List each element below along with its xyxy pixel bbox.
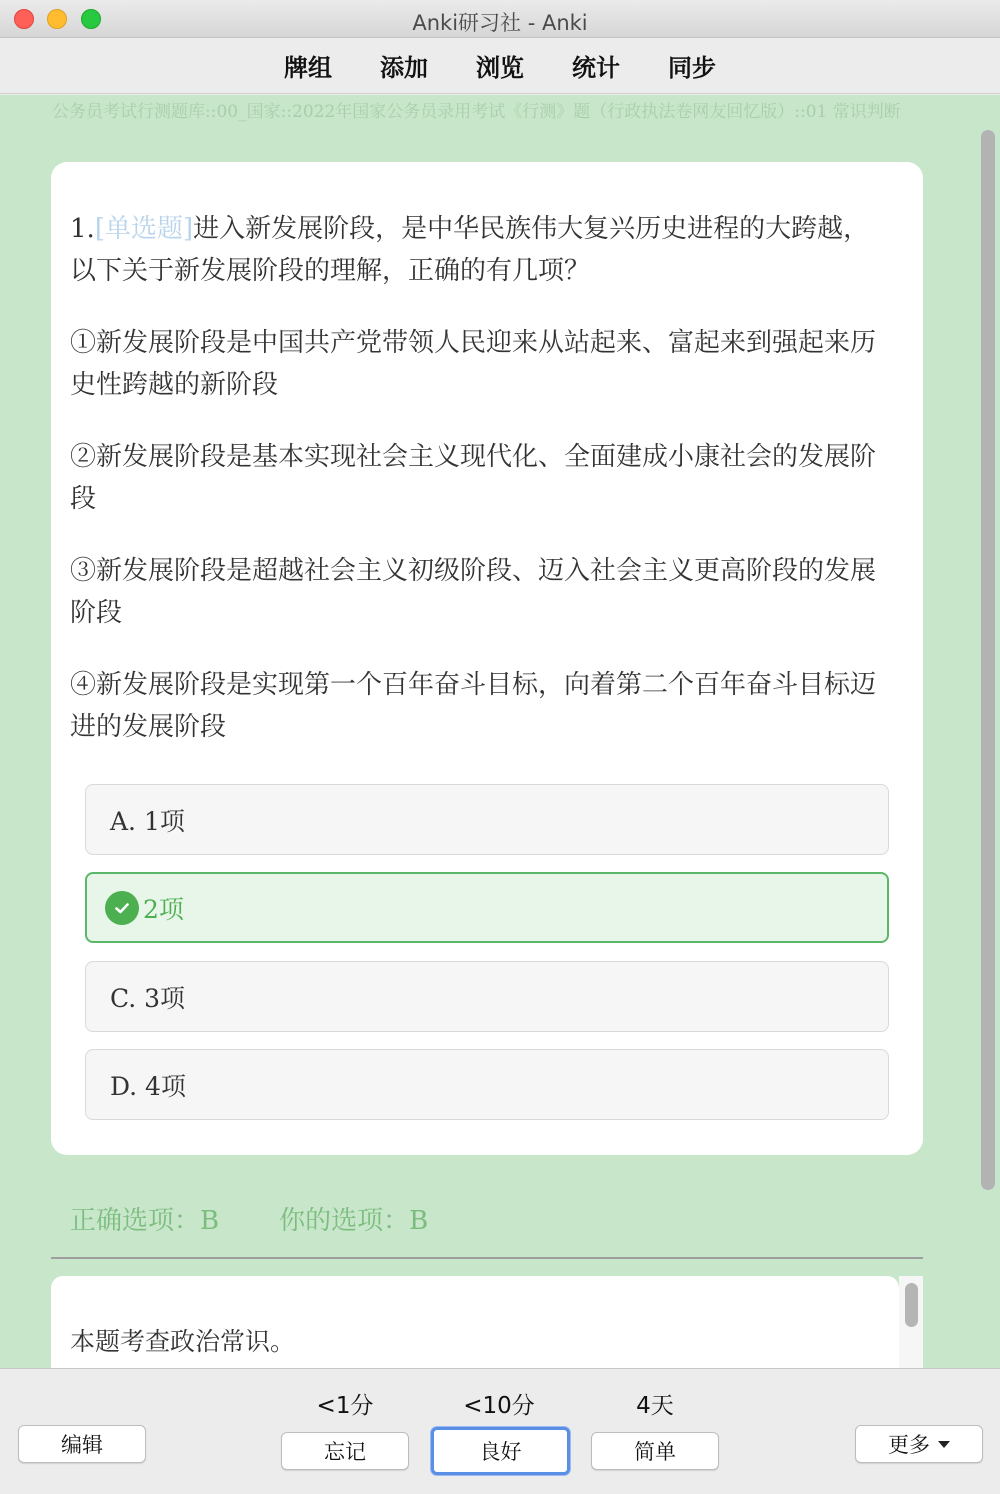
review-scroll-thumb[interactable]: [981, 130, 995, 1190]
toolbar-stats[interactable]: 统计: [572, 54, 620, 82]
your-answer: 你的选项：B: [279, 1206, 429, 1236]
statement-2: ②新发展阶段是基本实现社会主义现代化、全面建成小康社会的发展阶段: [70, 442, 877, 514]
easy-button[interactable]: [591, 1432, 719, 1470]
question-card: [51, 162, 923, 1155]
explanation-panel: [51, 1276, 899, 1368]
toolbar-browse[interactable]: 浏览: [476, 54, 524, 82]
statement-1: ①新发展阶段是中国共产党带领人民迎来从站起来、富起来到强起来历史性跨越的新阶段: [70, 328, 877, 400]
easy-button-label: 简单: [634, 1440, 676, 1464]
good-button-label: 良好: [479, 1440, 522, 1464]
option-a-label: A. 1项: [110, 806, 185, 836]
question-type-tag: [单选题]: [94, 214, 194, 244]
answer-result: [70, 1200, 428, 1237]
toolbar-decks[interactable]: 牌组: [284, 54, 332, 82]
window-title: Anki研习社 - Anki: [412, 11, 588, 35]
option-d-label: D. 4项: [110, 1071, 186, 1101]
question-text: [70, 208, 890, 292]
option-b-label: 2项: [143, 894, 184, 924]
statement-3: ③新发展阶段是超越社会主义初级阶段、迈入社会主义更高阶段的发展阶段: [70, 556, 877, 628]
explanation-text: 本题考查政治常识。: [70, 1327, 296, 1356]
statement-4: ④新发展阶段是实现第一个百年奋斗目标，向着第二个百年奋斗目标迈进的发展阶段: [70, 670, 877, 742]
option-c-label: C. 3项: [110, 983, 186, 1013]
good-interval: <10分: [463, 1393, 535, 1419]
question-body: 进入新发展阶段，是中华民族伟大复兴历史进程的大跨越，以下关于新发展阶段的理解，正确的有几项？: [70, 214, 870, 286]
easy-interval: 4天: [636, 1393, 674, 1419]
section-divider: [51, 1257, 923, 1259]
deck-path: 公务员考试行测题库::00_国家::2022年国家公务员录用考试《行测》题（行政执法卷网友回忆版）::01 常识判断: [52, 102, 901, 122]
correct-answer: 正确选项：B: [70, 1206, 220, 1236]
explanation-scroll-thumb[interactable]: [905, 1283, 918, 1327]
more-button-label: 更多: [888, 1433, 930, 1457]
option-c[interactable]: [85, 961, 889, 1032]
option-b[interactable]: [85, 872, 889, 943]
edit-button[interactable]: [18, 1425, 146, 1463]
title-bar: [0, 0, 1000, 38]
again-button[interactable]: [281, 1432, 409, 1470]
toolbar-sync[interactable]: 同步: [668, 54, 716, 82]
option-d[interactable]: [85, 1049, 889, 1120]
good-button[interactable]: [431, 1427, 570, 1475]
check-circle-icon: [105, 891, 139, 925]
more-button[interactable]: [855, 1425, 983, 1463]
edit-button-label: 编辑: [61, 1433, 103, 1457]
toolbar-add[interactable]: 添加: [380, 54, 428, 82]
main-toolbar: [0, 38, 1000, 94]
card-review-area: [0, 95, 1000, 1368]
again-button-label: 忘记: [324, 1440, 366, 1464]
question-number: 1.: [70, 214, 95, 244]
answer-bar: [0, 1368, 1000, 1494]
chevron-down-icon: [938, 1441, 950, 1448]
option-a[interactable]: [85, 784, 889, 855]
again-interval: <1分: [316, 1393, 374, 1419]
